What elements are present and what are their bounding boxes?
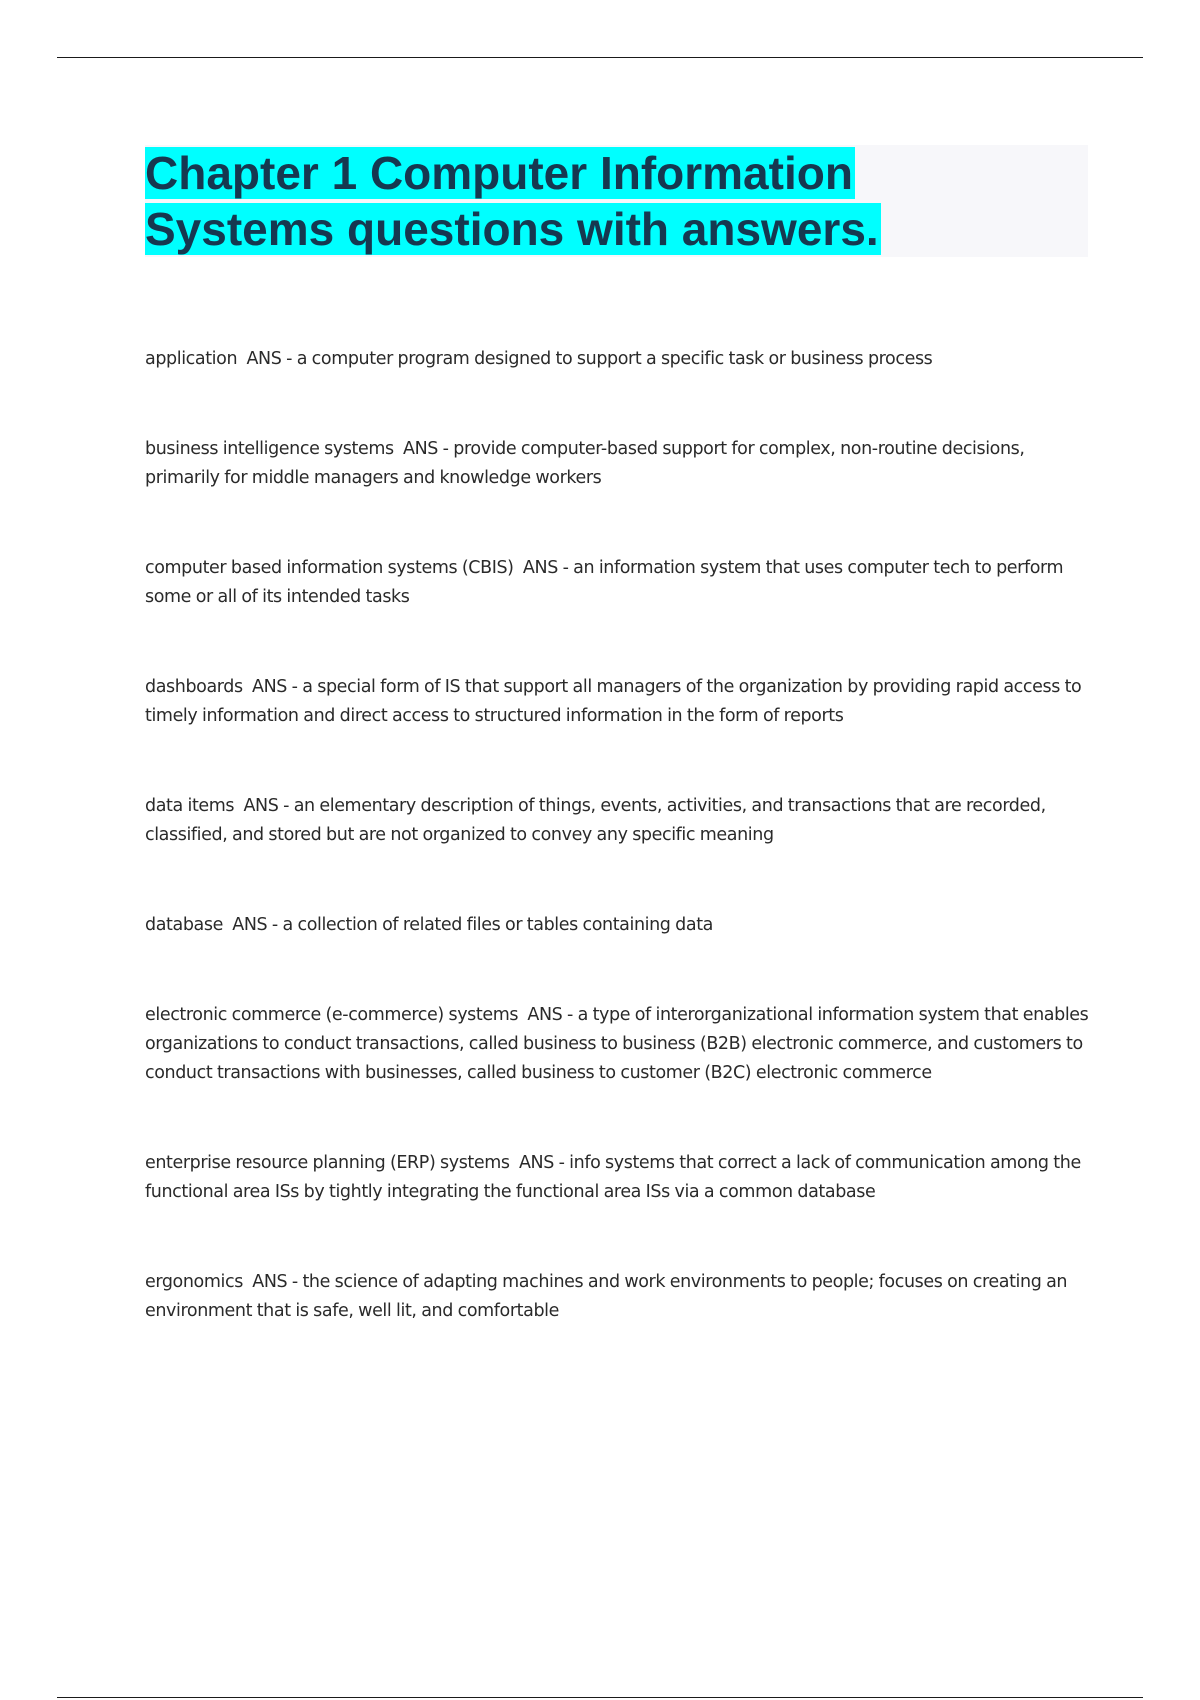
qa-answer: a type of interorganizational information system that enables organizations to conduct transactions, called business to business (B2B) electronic commerce, and customers to conduct transactions with businesses, called business to customer (B2C) electronic commerce	[145, 1005, 1089, 1083]
qa-answer: a collection of related files or tables containing data	[282, 915, 713, 935]
qa-entry	[145, 435, 1095, 493]
qa-term: data items	[145, 796, 235, 816]
qa-entry	[145, 1149, 1095, 1207]
qa-term: dashboards	[145, 677, 243, 697]
qa-separator: ANS -	[234, 796, 294, 816]
qa-answer: a computer program designed to support a specific task or business process	[296, 349, 933, 369]
qa-answer: provide computer-based support for complex, non-routine decisions, primarily for middle managers and knowledge workers	[145, 439, 1025, 488]
qa-list	[145, 345, 1095, 1387]
qa-entry	[145, 792, 1095, 850]
qa-term: database	[145, 915, 223, 935]
qa-term: ergonomics	[145, 1272, 243, 1292]
qa-separator: ANS -	[393, 439, 454, 459]
qa-entry	[145, 1268, 1095, 1326]
qa-term: computer based information systems (CBIS)	[145, 558, 514, 578]
qa-separator: ANS -	[518, 1005, 578, 1025]
qa-term: business intelligence systems	[145, 439, 394, 459]
qa-entry	[145, 1001, 1095, 1088]
page-title	[145, 145, 945, 257]
qa-answer: an information system that uses computer tech to perform some or all of its intended tasks	[145, 558, 1064, 607]
qa-answer: an elementary description of things, events, activities, and transactions that are recorded, classified, and stored but are not organized to convey any specific meaning	[145, 796, 1046, 845]
qa-separator: ANS -	[237, 349, 297, 369]
qa-separator: ANS -	[242, 1272, 303, 1292]
title-block	[145, 145, 1088, 257]
qa-separator: ANS -	[509, 1153, 570, 1173]
qa-answer: a special form of IS that support all managers of the organization by providing rapid access to timely information and direct access to structured information in the form of reports	[145, 677, 1082, 726]
qa-entry	[145, 554, 1095, 612]
top-rule	[57, 57, 1143, 58]
qa-term: enterprise resource planning (ERP) systems	[145, 1153, 510, 1173]
qa-entry	[145, 345, 1095, 374]
qa-separator: ANS -	[222, 915, 283, 935]
bottom-rule	[57, 1697, 1143, 1698]
qa-answer: the science of adapting machines and work environments to people; focuses on creating an environment that is safe, well lit, and comfortable	[145, 1272, 1068, 1321]
qa-answer: info systems that correct a lack of communication among the functional area ISs by tightly integrating the functional area ISs via a common database	[145, 1153, 1081, 1202]
qa-entry	[145, 911, 1095, 940]
qa-entry	[145, 673, 1095, 731]
qa-term: electronic commerce (e-commerce) systems	[145, 1005, 519, 1025]
page-title-highlight: Chapter 1 Computer Information Systems questions with answers.	[145, 147, 879, 255]
qa-separator: ANS -	[242, 677, 303, 697]
qa-separator: ANS -	[513, 558, 574, 578]
qa-term: application	[145, 349, 238, 369]
